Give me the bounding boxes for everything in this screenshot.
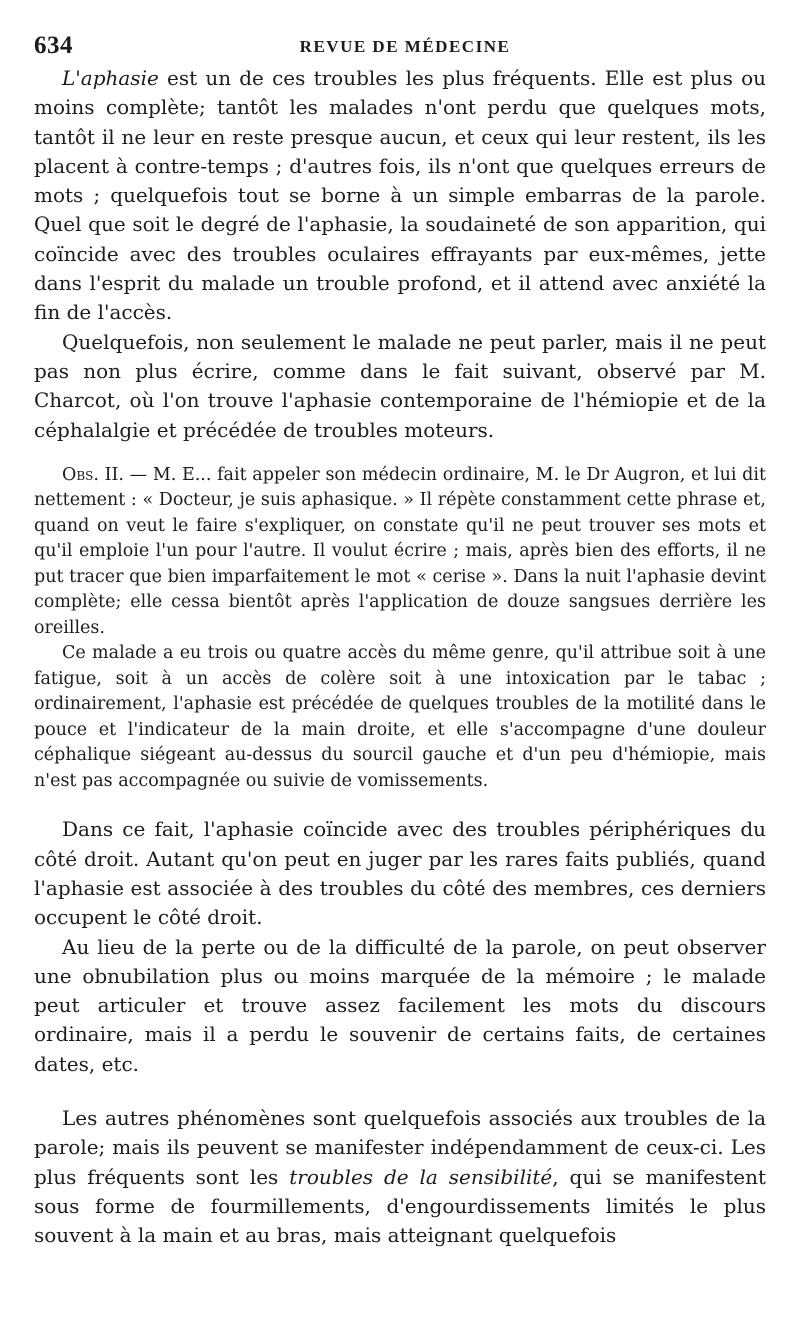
paragraph-aphasia-term: L'aphasie (62, 66, 159, 90)
paragraph-sensibility-term: troubles de la sensibilité (289, 1164, 553, 1189)
observation-paragraph-1 (34, 463, 766, 642)
paragraph-memory: Au lieu de la perte ou de la difficulté de la parole, on peut observer une obnubilation plus ou moins marquée de la mémoire ; le malade peut articuler et trouve assez facilement les mots du discours ordinaire, mais il a perdu le souvenir de certains faits, de certaines dates, etc. (34, 934, 766, 1076)
document-page (34, 28, 766, 1251)
paragraph-aphasia-text: est un de ces troubles les plus fréquents. Elle est plus ou moins complète; tantôt les malades n'ont perdu que quelques mots, tantôt il ne leur en reste presque aucun, et ceux qui leur restent, ils les placent à contre-temps ; d'autres fois, ils n'ont que quelques erreurs de mots ; quelquefois tout se borne à un simple embarras de la parole. Quel que soit le degré de l'aphasie, la soudaineté de son apparition, qui coïncide avec des troubles oculaires effrayants par eux-mêmes, jette dans l'esprit du malade un trouble profond, et il attend avec anxiété la fin de l'accès. (34, 66, 766, 325)
paragraph-other-phenomena-text-b: , qui se manifestent sous forme de fourmillements, d'engourdissements limités le plus souvent à la main et au bras, mais atteignant quelquefois (34, 1164, 766, 1248)
paragraph-charcot-case: Quelquefois, non seulement le malade ne peut parler, mais il ne peut pas non plus écrire, comme dans le fait suivant, observé par M. Charcot, où l'on trouve l'aphasie contemporaine de l'hémiopie et de la céphalalgie et précédée de troubles moteurs. (34, 329, 766, 442)
paragraph-aphasia-intro (34, 64, 766, 328)
paragraph-other-phenomena-text-a: Les autres phénomènes sont quelquefois associés aux troubles de la parole; mais ils peuvent se manifester indépendamment de ceux-ci. Les plus fréquents sont les (34, 1106, 766, 1189)
page-number: 634 (34, 32, 73, 59)
page-header (34, 28, 766, 64)
running-head: REVUE DE MÉDECINE (299, 37, 511, 56)
observation-label: Obs. II. (62, 464, 124, 485)
paragraph-peripheral-troubles: Dans ce fait, l'aphasie coïncide avec des troubles périphériques du côté droit. Autant qu'on peut en juger par les rares faits publiés, quand l'aphasie est associée à des troubles du côté des membres, ces derniers occupent le côté droit. (34, 817, 766, 930)
observation-paragraph-2: Ce malade a eu trois ou quatre accès du même genre, qu'il attribue soit à une fatigue, soit à un accès de colère soit à une intoxication par le tabac ; ordinairement, l'aphasie est précédée de quelques troubles de la motilité dans le pouce et l'indicateur de la main droite, et elle s'accompagne d'une douleur céphalique siégeant au-dessus du sourcil gauche et d'un peu d'hémiopie, mais n'est pas accompagnée ou suivie de vomissements. (34, 643, 766, 791)
paragraph-other-phenomena (34, 1104, 766, 1250)
observation-text-1: — M. E... fait appeler son médecin ordinaire, M. le Dr Augron, et lui dit nettement : « Docteur, je suis aphasique. » Il répète constamment cette phrase et, quand on veut le faire s'expliquer, on constate qu'il ne peut trouver ses mots et qu'il emploie l'un pour l'autre. Il voulut écrire ; mais, après bien des efforts, il ne put tracer que bien imparfaitement le mot « cerise ». Dans la nuit l'aphasie devint complète; elle cessa bientôt après l'application de douze sangsues derrière les oreilles. (34, 464, 766, 638)
